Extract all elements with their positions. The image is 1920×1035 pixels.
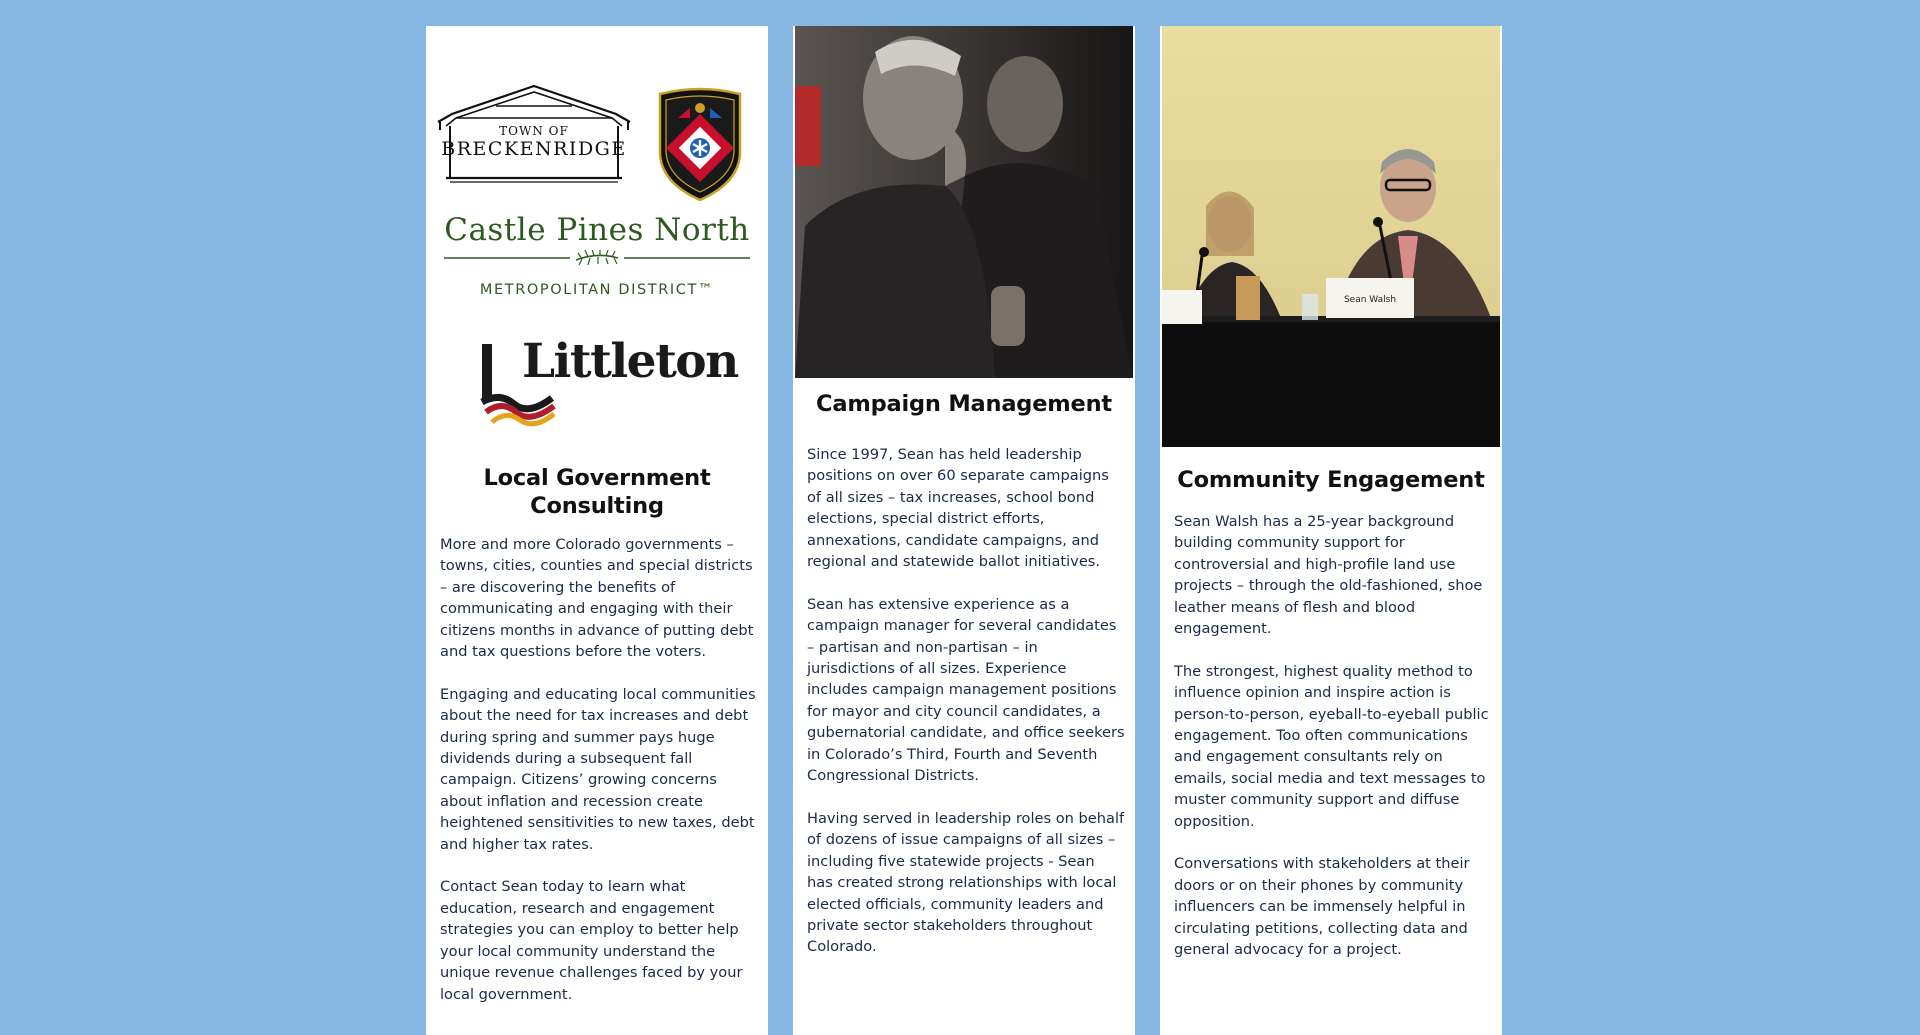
placard-text: Sean Walsh — [1343, 295, 1397, 305]
community-engagement-title: Community Engagement — [1177, 467, 1485, 493]
campaign-management-title: Campaign Management — [816, 391, 1112, 417]
community-panel-photo — [1162, 26, 1500, 447]
castle-pines-north-subtitle: METROPOLITAN DISTRICT™ — [479, 282, 715, 298]
local-government-title: Local Government Consulting — [483, 465, 711, 519]
local-government-paragraph-1: More and more Colorado governments – towns, cities, counties and special districts – are discovering the benefits of communicating and engaging with their citizens months in advance of putting debt and tax questions before the voters. — [440, 536, 754, 661]
breckenridge-name: BRECKENRIDGE — [441, 138, 627, 160]
campaign-management-text — [807, 444, 1125, 979]
local-government-card — [426, 26, 768, 1035]
castle-pines-north-logo — [442, 212, 752, 298]
community-paragraph-1: Sean Walsh has a 25-year background building community support for controversial and high-profile land use projects – through the old-fashioned, shoe leather means of flesh and blood engagement. — [1174, 513, 1483, 638]
community-engagement-text — [1174, 511, 1492, 982]
fire-district-badge — [656, 84, 744, 202]
community-paragraph-2: The strongest, highest quality method to influence opinion and inspire action is person-to-person, eyeball-to-eyeball public engagement. Too often communications and engagement consultants rely on emails, social media and text messages to muster community support and diffuse opposition. — [1174, 662, 1489, 830]
fire-badge-icon — [656, 84, 744, 202]
local-government-text — [440, 534, 758, 1026]
community-engagement-card — [1160, 26, 1502, 1035]
campaign-photo — [795, 26, 1133, 378]
breckenridge-logo — [436, 84, 632, 194]
breckenridge-town-of: TOWN OF — [499, 124, 569, 138]
client-logos — [426, 26, 768, 426]
local-government-paragraph-2: Engaging and educating local communities about the need for tax increases and debt during spring and summer pays huge dividends during a subsequent fall campaign. Citizens’ growing concerns about inflation and recession create heightened sensitivities to new taxes, debt and higher tax rates. — [440, 685, 756, 853]
campaign-paragraph-3: Having served in leadership roles on behalf of dozens of issue campaigns of all sizes – including five statewide projects - Sean has created strong relationships with local elected officials, community leaders and private sector stakeholders throughout Colorado. — [807, 809, 1125, 956]
community-paragraph-3: Conversations with stakeholders at their doors or on their phones by community influencers can be immensely helpful in circulating petitions, collecting data and general advocacy for a project. — [1174, 855, 1470, 959]
castle-pines-north-name: Castle Pines North — [444, 212, 750, 248]
pine-branch-icon — [442, 250, 752, 266]
littleton-name: Littleton — [522, 334, 738, 389]
campaign-paragraph-2: Sean has extensive experience as a campaign manager for several candidates – partisan and non-partisan – in jurisdictions of all sizes. Experience includes campaign management positions for mayor and city council candidates, a gubernatorial candidate, and office seekers in Colorado’s Third, Fourth and Seventh Congressional Districts. — [807, 595, 1125, 785]
campaign-management-card — [793, 26, 1135, 1035]
local-government-paragraph-3: Contact Sean today to learn what education, research and engagement strategies you can employ to better help your local community understand the unique revenue challenges faced by your local government. — [440, 878, 743, 1003]
campaign-paragraph-1: Since 1997, Sean has held leadership positions on over 60 separate campaigns of all sizes – tax increases, school bond elections, special district efforts, annexations, candidate campaigns, and regional and statewide ballot initiatives. — [807, 446, 1109, 571]
